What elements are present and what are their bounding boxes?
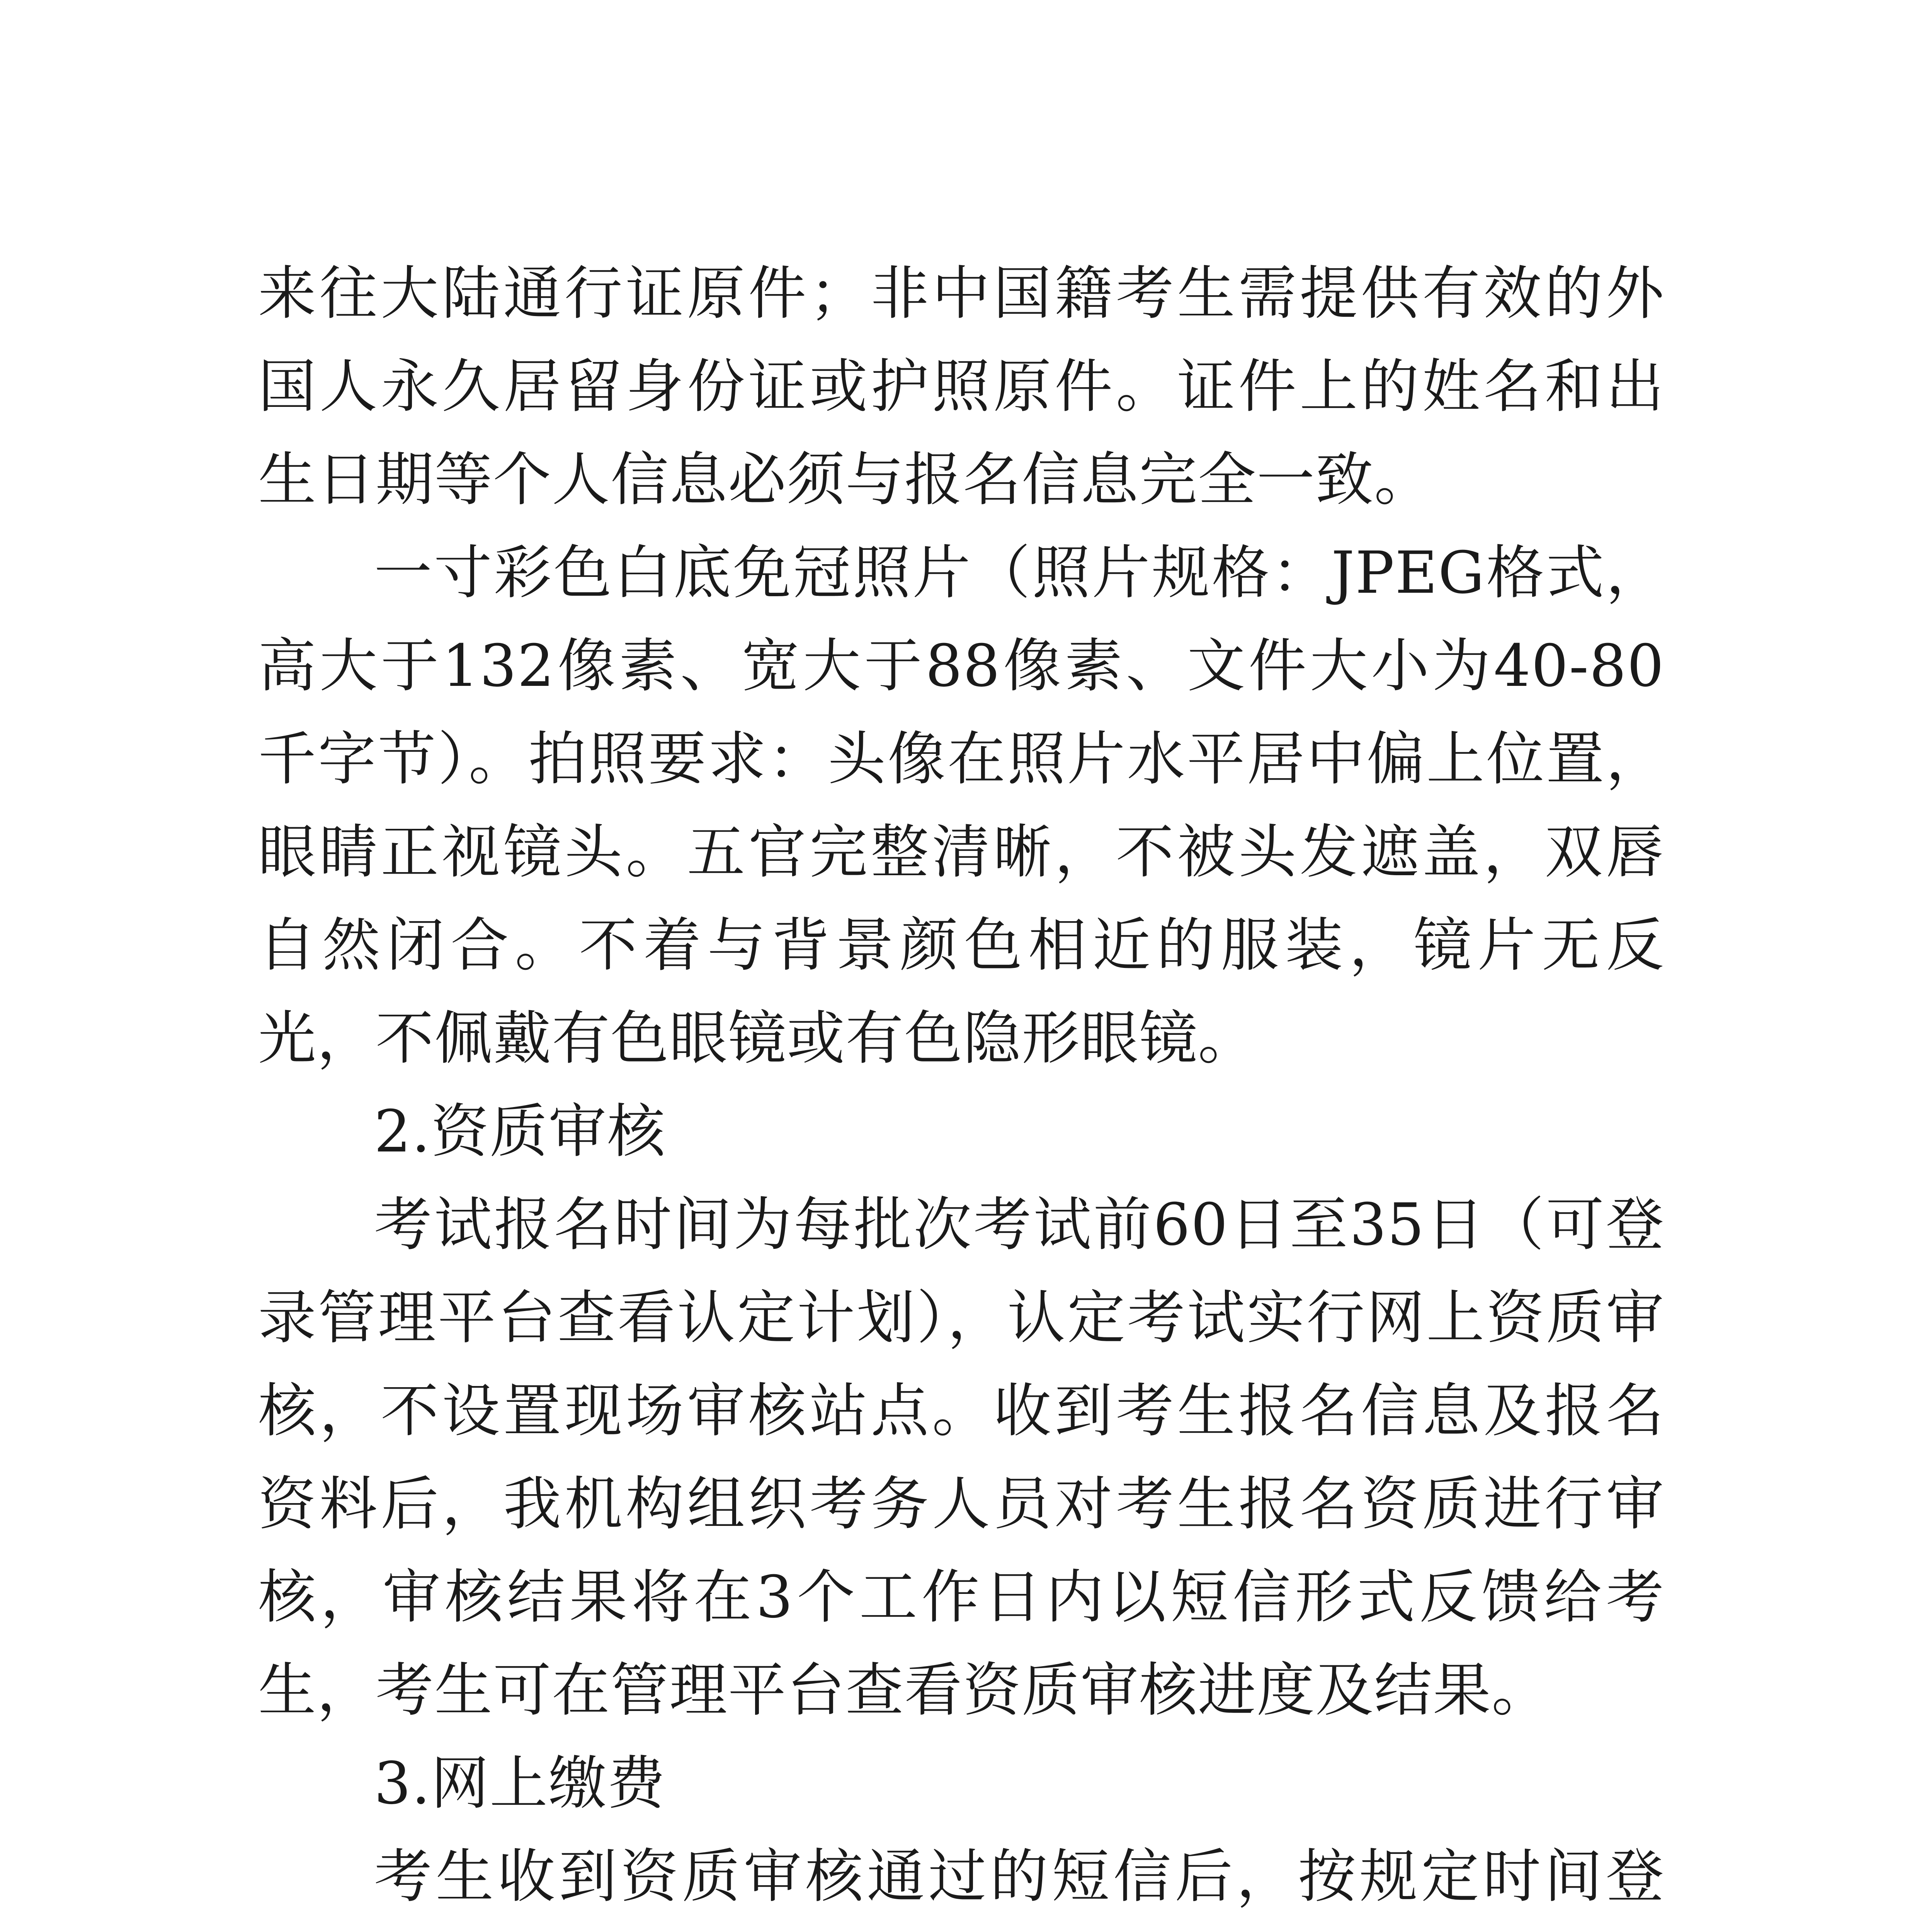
paragraph-photo-requirements: 一寸彩色白底免冠照片（照片规格：JPEG格式，高大于132像素、宽大于88像素、文件大小为40-80千字节）。拍照要求：头像在照片水平居中偏上位置，眼睛正视镜头。五官完整清晰，不被头发遮盖，双唇自然闭合。不着与背景颜色相近的服装，镜片无反光，不佩戴有色眼镜或有色隐形眼镜。 bbox=[258, 539, 1665, 1072]
paragraph-id-requirements: 来往大陆通行证原件；非中国籍考生需提供有效的外国人永久居留身份证或护照原件。证件上的姓名和出生日期等个人信息必须与报名信息完全一致。 bbox=[258, 260, 1665, 514]
paragraph-qualification-review: 考试报名时间为每批次考试前60日至35日（可登录管理平台查看认定计划），认定考试实行网上资质审核，不设置现场审核站点。收到考生报名信息及报名资料后，我机构组织考务人员对考生报名资质进行审核，审核结果将在3个工作日内以短信形式反馈给考生，考生可在管理平台查看资质审核进度及结果。 bbox=[258, 1191, 1665, 1724]
section-heading-qualification-review: 2.资质审核 bbox=[374, 1098, 666, 1165]
paragraph-online-payment: 考生收到资质审核通过的短信后，按规定时间登 bbox=[374, 1843, 1665, 1910]
section-heading-online-payment: 3.网上缴费 bbox=[374, 1750, 666, 1817]
document-body bbox=[258, 247, 1665, 1932]
